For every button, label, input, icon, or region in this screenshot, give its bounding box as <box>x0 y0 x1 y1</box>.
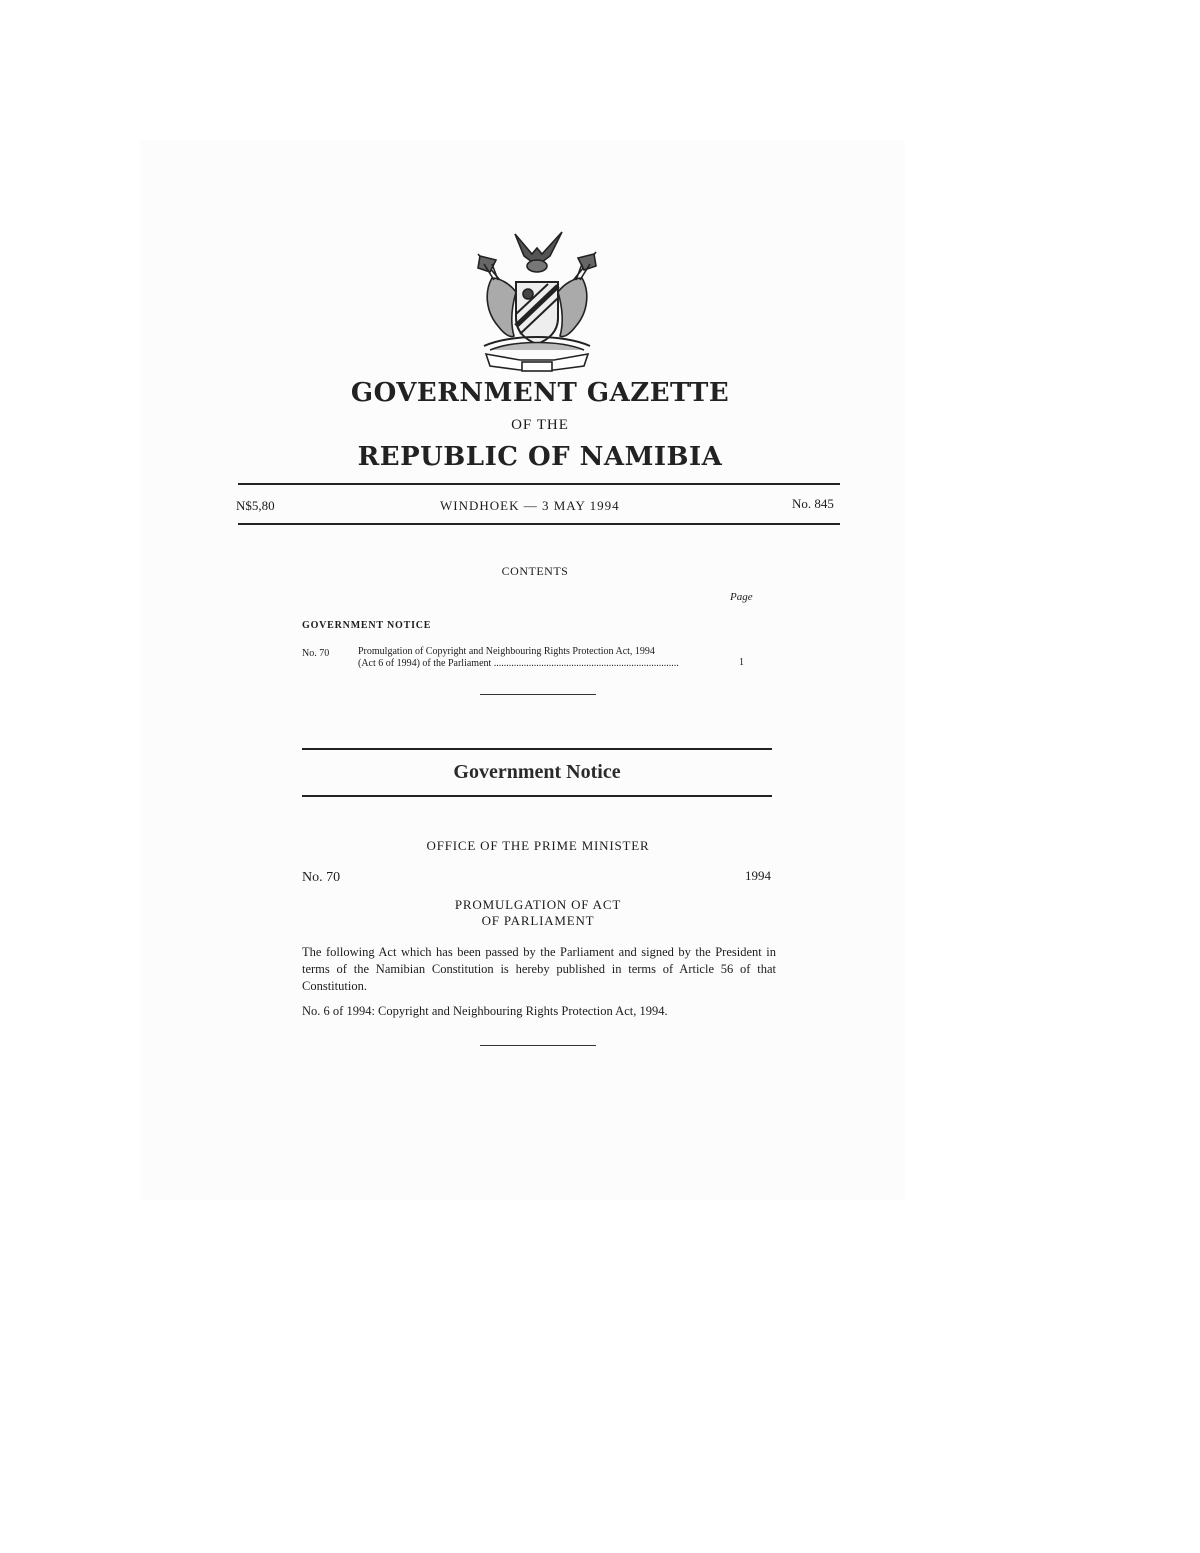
notice-title-line2: OF PARLIAMENT <box>481 913 595 928</box>
notice-number: No. 70 <box>302 870 341 885</box>
gazette-place-date: WINDHOEK — 3 MAY 1994 <box>440 498 620 513</box>
gazette-issue-number: No. 845 <box>792 496 834 511</box>
contents-item-title-line1: Promulgation of Copyright and Neighbouring Rights Protection Act, 1994 <box>358 646 655 657</box>
contents-item-page: 1 <box>739 657 744 668</box>
contents-item-title <box>358 646 718 670</box>
notice-act-reference: No. 6 of 1994: Copyright and Neighbouring Rights Protection Act, 1994. <box>302 1004 668 1018</box>
notice-heading: Government Notice <box>453 761 621 783</box>
masthead-top-rule <box>238 483 840 485</box>
notice-title-line1: PROMULGATION OF ACT <box>454 897 622 912</box>
coat-of-arms-emblem <box>470 226 604 374</box>
contents-item-title-line2: (Act 6 of 1994) of the Parliament .......................................................................... <box>358 658 679 669</box>
contents-section-label: GOVERNMENT NOTICE <box>302 620 432 631</box>
gazette-title: GOVERNMENT GAZETTE <box>350 378 730 408</box>
gazette-republic: REPUBLIC OF NAMIBIA <box>357 442 723 472</box>
gazette-price: N$5,80 <box>236 498 275 513</box>
contents-item-number: No. 70 <box>302 648 330 659</box>
notice-title <box>300 897 776 929</box>
masthead-bottom-rule <box>238 523 840 525</box>
contents-page-label: Page <box>730 591 753 603</box>
gazette-of-the: OF THE <box>511 417 569 433</box>
notice-bottom-rule <box>302 795 772 797</box>
contents-heading: CONTENTS <box>501 564 569 578</box>
notice-office: OFFICE OF THE PRIME MINISTER <box>426 838 650 853</box>
notice-top-rule <box>302 748 772 750</box>
notice-end-divider <box>480 1045 596 1046</box>
notice-year: 1994 <box>745 868 771 883</box>
notice-body: The following Act which has been passed by the Parliament and signed by the President in terms of the Namibian Constitution is hereby published in terms of Article 56 of that Constitution. <box>302 945 776 993</box>
contents-end-divider <box>480 694 596 695</box>
